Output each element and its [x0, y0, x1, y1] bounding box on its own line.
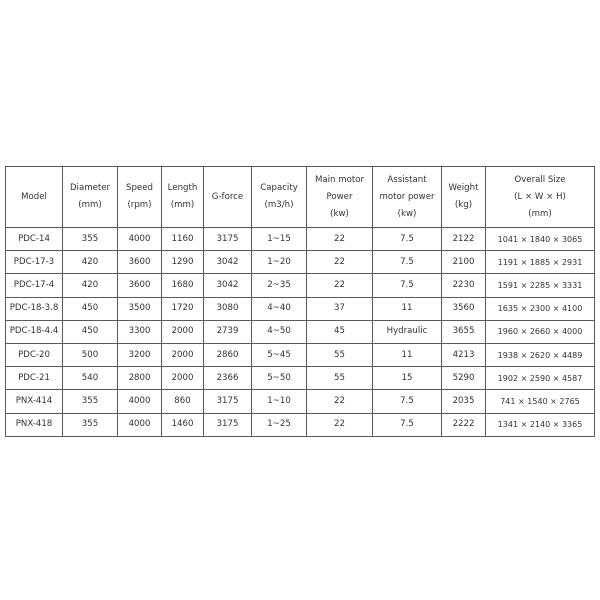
- cell-diameter: 420: [63, 274, 118, 297]
- cell-diameter: 450: [63, 320, 118, 343]
- cell-diameter: 450: [63, 297, 118, 320]
- cell-main-motor-power: 22: [307, 274, 373, 297]
- cell-capacity: 1~10: [252, 390, 307, 413]
- cell-g-force: 3175: [204, 228, 252, 251]
- cell-assistant-motor-power: 11: [373, 297, 442, 320]
- cell-speed: 3600: [118, 274, 162, 297]
- cell-main-motor-power: 22: [307, 251, 373, 274]
- cell-assistant-motor-power: 7.5: [373, 413, 442, 436]
- cell-overall-size: 1191 × 1885 × 2931: [486, 251, 595, 274]
- cell-assistant-motor-power: 7.5: [373, 274, 442, 297]
- cell-weight: 2035: [442, 390, 486, 413]
- cell-main-motor-power: 37: [307, 297, 373, 320]
- cell-g-force: 2366: [204, 367, 252, 390]
- cell-length: 1720: [162, 297, 204, 320]
- cell-main-motor-power: 55: [307, 367, 373, 390]
- cell-weight: 2122: [442, 228, 486, 251]
- cell-g-force: 3175: [204, 413, 252, 436]
- cell-length: 1160: [162, 228, 204, 251]
- cell-speed: 3600: [118, 251, 162, 274]
- cell-speed: 4000: [118, 413, 162, 436]
- table-row: [6, 297, 595, 320]
- cell-assistant-motor-power: 7.5: [373, 390, 442, 413]
- cell-weight: 2100: [442, 251, 486, 274]
- cell-length: 1460: [162, 413, 204, 436]
- cell-capacity: 4~40: [252, 297, 307, 320]
- cell-overall-size: 1960 × 2660 × 4000: [486, 320, 595, 343]
- cell-assistant-motor-power: 7.5: [373, 228, 442, 251]
- cell-length: 1680: [162, 274, 204, 297]
- cell-speed: 2800: [118, 367, 162, 390]
- table-header: [6, 167, 595, 228]
- table-row: [6, 413, 595, 436]
- cell-diameter: 540: [63, 367, 118, 390]
- cell-model: PNX-414: [6, 390, 63, 413]
- cell-capacity: 2~35: [252, 274, 307, 297]
- table-row: [6, 390, 595, 413]
- header-capacity: Capacity (m3/h): [252, 167, 307, 228]
- cell-diameter: 355: [63, 390, 118, 413]
- cell-overall-size: 1635 × 2300 × 4100: [486, 297, 595, 320]
- cell-weight: 4213: [442, 343, 486, 366]
- cell-g-force: 3042: [204, 274, 252, 297]
- header-diameter: Diameter (mm): [63, 167, 118, 228]
- cell-assistant-motor-power: Hydraulic: [373, 320, 442, 343]
- cell-main-motor-power: 45: [307, 320, 373, 343]
- cell-length: 2000: [162, 343, 204, 366]
- cell-diameter: 500: [63, 343, 118, 366]
- cell-g-force: 3080: [204, 297, 252, 320]
- cell-weight: 2222: [442, 413, 486, 436]
- cell-diameter: 355: [63, 413, 118, 436]
- cell-weight: 5290: [442, 367, 486, 390]
- cell-overall-size: 1938 × 2620 × 4489: [486, 343, 595, 366]
- cell-overall-size: 1591 × 2285 × 3331: [486, 274, 595, 297]
- cell-model: PNX-418: [6, 413, 63, 436]
- spec-table: [5, 166, 595, 437]
- cell-capacity: 1~15: [252, 228, 307, 251]
- cell-weight: 3560: [442, 297, 486, 320]
- cell-g-force: 2860: [204, 343, 252, 366]
- cell-speed: 4000: [118, 390, 162, 413]
- cell-model: PDC-17-3: [6, 251, 63, 274]
- cell-weight: 2230: [442, 274, 486, 297]
- cell-overall-size: 1341 × 2140 × 3365: [486, 413, 595, 436]
- cell-diameter: 355: [63, 228, 118, 251]
- header-model: Model: [6, 167, 63, 228]
- header-speed: Speed (rpm): [118, 167, 162, 228]
- cell-model: PDC-21: [6, 367, 63, 390]
- cell-g-force: 3042: [204, 251, 252, 274]
- header-weight: Weight (kg): [442, 167, 486, 228]
- cell-length: 2000: [162, 320, 204, 343]
- cell-model: PDC-17-4: [6, 274, 63, 297]
- table-row: [6, 320, 595, 343]
- cell-capacity: 1~25: [252, 413, 307, 436]
- table-row: [6, 367, 595, 390]
- header-length: Length (mm): [162, 167, 204, 228]
- cell-assistant-motor-power: 11: [373, 343, 442, 366]
- cell-capacity: 1~20: [252, 251, 307, 274]
- cell-model: PDC-18-4.4: [6, 320, 63, 343]
- cell-assistant-motor-power: 7.5: [373, 251, 442, 274]
- cell-capacity: 5~50: [252, 367, 307, 390]
- cell-main-motor-power: 22: [307, 390, 373, 413]
- header-row: [6, 167, 595, 228]
- cell-g-force: 3175: [204, 390, 252, 413]
- table-row: [6, 251, 595, 274]
- cell-capacity: 5~45: [252, 343, 307, 366]
- cell-assistant-motor-power: 15: [373, 367, 442, 390]
- cell-g-force: 2739: [204, 320, 252, 343]
- cell-main-motor-power: 22: [307, 413, 373, 436]
- header-main-motor-power: Main motor Power (kw): [307, 167, 373, 228]
- cell-speed: 3200: [118, 343, 162, 366]
- header-assistant-motor-power: Assistant motor power (kw): [373, 167, 442, 228]
- cell-diameter: 420: [63, 251, 118, 274]
- cell-model: PDC-20: [6, 343, 63, 366]
- cell-main-motor-power: 55: [307, 343, 373, 366]
- cell-model: PDC-18-3.8: [6, 297, 63, 320]
- cell-length: 1290: [162, 251, 204, 274]
- cell-main-motor-power: 22: [307, 228, 373, 251]
- table-row: [6, 343, 595, 366]
- cell-weight: 3655: [442, 320, 486, 343]
- cell-length: 2000: [162, 367, 204, 390]
- header-g-force: G-force: [204, 167, 252, 228]
- header-overall-size: Overall Size (L × W × H) (mm): [486, 167, 595, 228]
- cell-speed: 4000: [118, 228, 162, 251]
- cell-speed: 3300: [118, 320, 162, 343]
- cell-capacity: 4~50: [252, 320, 307, 343]
- cell-overall-size: 1902 × 2590 × 4587: [486, 367, 595, 390]
- table-row: [6, 274, 595, 297]
- table-row: [6, 228, 595, 251]
- table-body: [6, 228, 595, 437]
- cell-overall-size: 1041 × 1840 × 3065: [486, 228, 595, 251]
- cell-model: PDC-14: [6, 228, 63, 251]
- cell-length: 860: [162, 390, 204, 413]
- cell-speed: 3500: [118, 297, 162, 320]
- cell-overall-size: 741 × 1540 × 2765: [486, 390, 595, 413]
